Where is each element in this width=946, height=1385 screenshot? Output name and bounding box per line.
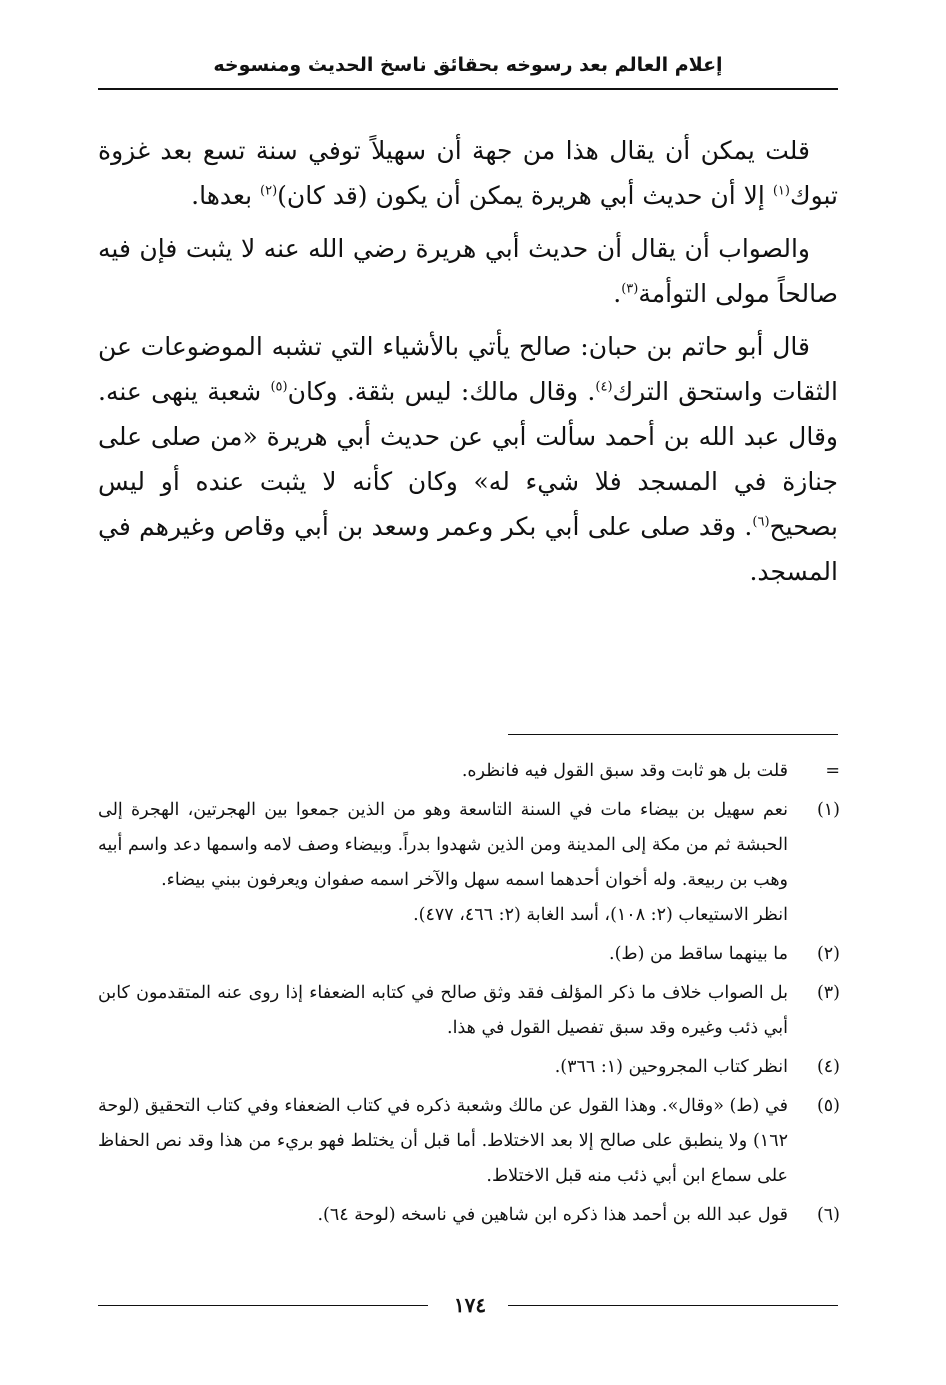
footnote-3 bbox=[98, 976, 840, 1046]
footnote-text: ما بينهما ساقط من (ط). bbox=[609, 944, 788, 964]
paragraph-3-text-b: . وقال مالك: ليس بثقة. وكان bbox=[287, 377, 596, 406]
footnote-6 bbox=[98, 1198, 840, 1233]
footnote-mark: (٢) bbox=[816, 944, 840, 964]
paragraph-1-text-a: قلت يمكن أن يقال هذا من جهة أن سهيلاً توفي سنة تسع بعد غزوة تبوك bbox=[98, 136, 838, 210]
footnote-mark: (٦) bbox=[816, 1205, 840, 1225]
page-number: ١٧٤ bbox=[453, 1293, 487, 1317]
footnote-text: في (ط) «وقال». وهذا القول عن مالك وشعبة ذكره في كتاب الضعفاء وفي كتاب التحقيق (لوحة ١٦٢) ولا ينطبق على صالح إلا بعد الاختلاط. أما قبل أن يختلط فهو بريء من هذا وقد نص الحفاظ على سماع ابن أبي ذئب منه قبل الاختلاط. bbox=[98, 1096, 788, 1186]
footnote-text: قول عبد الله بن أحمد هذا ذكره ابن شاهين في ناسخه (لوحة ٦٤). bbox=[317, 1205, 788, 1225]
folio-rule-right bbox=[508, 1305, 838, 1306]
paragraph-3-text-d: . وقد صلى على أبي بكر وعمر وسعد بن أبي وقاص وغيرهم في المسجد. bbox=[98, 512, 838, 586]
footnote-ref-2: (٢) bbox=[260, 183, 278, 199]
paragraph-1-text-b: إلا أن حديث أبي هريرة يمكن أن يكون (قد كان) bbox=[277, 181, 773, 210]
footnote-text: انظر كتاب المجروحين (١: ٣٦٦). bbox=[554, 1057, 788, 1077]
footnote-ref-5: (٥) bbox=[270, 379, 288, 395]
footnote-body bbox=[98, 793, 788, 933]
paragraph-2-text-b: . bbox=[613, 279, 622, 308]
footnote-mark: (٥) bbox=[816, 1096, 840, 1116]
footnote-ref-6: (٦) bbox=[752, 514, 770, 530]
footnote-text: نعم سهيل بن بيضاء مات في السنة التاسعة وهو من الذين جمعوا بين الهجرتين، الهجرة إلى الحبشة ثم من مكة إلى المدينة ومن الذين شهدوا بدراً. وبيضاء وصف لامه واسمها دعد واسم أبيه وهب بن ربيعة. وله أخوان أحدهما اسمه سهل والآخر اسمه صفوان ويعرفون ببني بيضاء. bbox=[98, 800, 788, 890]
paragraph-3-text-a: قال أبو حاتم بن حبان: صالح يأتي بالأشياء التي تشبه الموضوعات عن الثقات واستحق الترك bbox=[98, 332, 838, 406]
footnote-text: بل الصواب خلاف ما ذكر المؤلف فقد وثق صالح في كتابه الضعفاء إذا روى عنه المتقدمون كابن أبي ذئب وغيره وقد سبق تفصيل القول في هذا. bbox=[98, 983, 788, 1038]
footnotes-block bbox=[98, 754, 840, 1237]
footnote-mark: = bbox=[825, 761, 840, 781]
footnote-mark: (١) bbox=[816, 800, 840, 820]
footnote-2 bbox=[98, 937, 840, 972]
footnote-separator-rule bbox=[508, 734, 838, 735]
footnote-5 bbox=[98, 1089, 840, 1194]
footnote-text: قلت بل هو ثابت وقد سبق القول فيه فانظره. bbox=[461, 761, 788, 781]
paragraph-3 bbox=[98, 324, 838, 594]
footnote-mark: (٤) bbox=[816, 1057, 840, 1077]
footnote-continued bbox=[98, 754, 840, 789]
main-text-block bbox=[98, 128, 838, 602]
footnote-4 bbox=[98, 1050, 840, 1085]
header-rule bbox=[98, 88, 838, 90]
folio-rule-left bbox=[98, 1305, 428, 1306]
paragraph-2-text-a: والصواب أن يقال أن حديث أبي هريرة رضي الله عنه لا يثبت فإن فيه صالحاً مولى التوأمة bbox=[98, 234, 838, 308]
footnote-1 bbox=[98, 793, 840, 933]
footnote-ref-1: (١) bbox=[772, 183, 790, 199]
paragraph-2 bbox=[98, 226, 838, 316]
footnote-reference: انظر الاستيعاب (٢: ١٠٨)، أسد الغابة (٢: ٤٦٦، ٤٧٧). bbox=[413, 905, 788, 925]
running-header-title: إعلام العالم بعد رسوخه بحقائق ناسخ الحديث ومنسوخه bbox=[213, 54, 723, 76]
paragraph-1-text-c: بعدها. bbox=[191, 181, 260, 210]
paragraph-3-text-c: شعبة ينهى عنه. وقال عبد الله بن أحمد سألت أبي عن حديث أبي هريرة «من صلى على جنازة في المسجد فلا شيء له» وكان كأنه لا يثبت عنده أو ليس بصحيح bbox=[98, 377, 838, 541]
footnote-mark: (٣) bbox=[816, 983, 840, 1003]
paragraph-1 bbox=[98, 128, 838, 218]
footnote-ref-4: (٤) bbox=[595, 379, 613, 395]
footnote-ref-3: (٣) bbox=[621, 281, 639, 297]
